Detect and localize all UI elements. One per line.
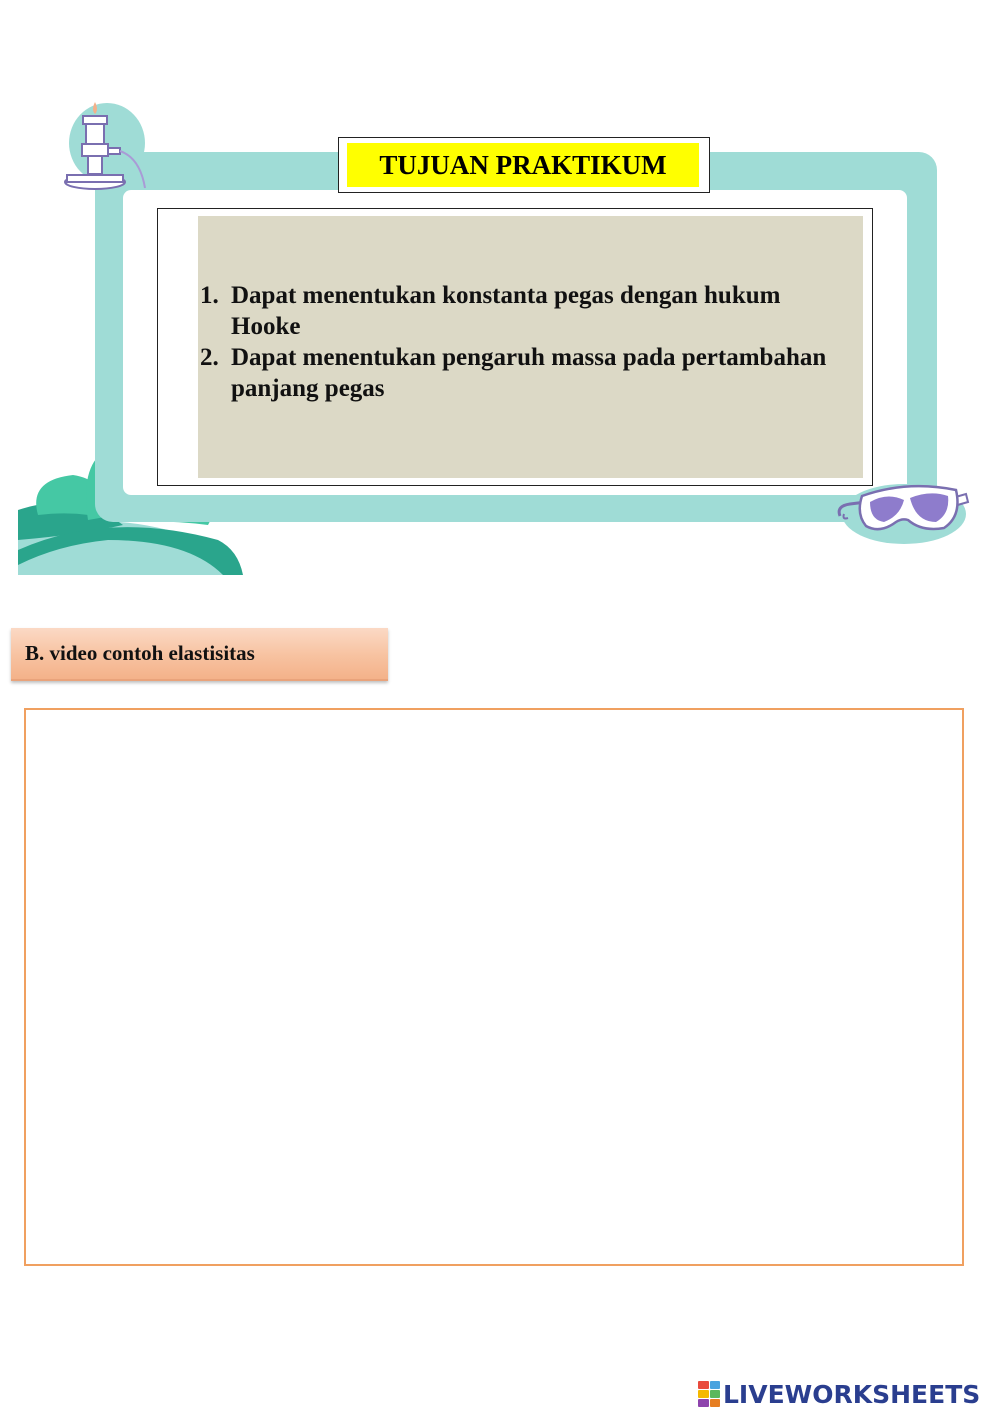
video-frame[interactable] bbox=[24, 708, 964, 1266]
section-header: B. video contoh elastisitas bbox=[11, 628, 388, 681]
list-item-number: 1. bbox=[200, 282, 219, 309]
brand-name: LIVEWORKSHEETS bbox=[723, 1379, 981, 1409]
list-item-text: Dapat menentukan konstanta pegas dengan hukum Hooke bbox=[231, 282, 781, 340]
goals-list bbox=[200, 280, 850, 404]
bunsen-burner-icon bbox=[55, 98, 155, 198]
list-item bbox=[200, 280, 850, 342]
liveworksheets-logo-icon bbox=[698, 1381, 720, 1407]
liveworksheets-logo[interactable] bbox=[698, 1377, 980, 1411]
list-item-text: Dapat menentukan pengaruh massa pada pertambahan panjang pegas bbox=[231, 344, 827, 402]
safety-goggles-icon bbox=[832, 476, 972, 546]
list-item bbox=[200, 342, 850, 404]
list-item-number: 2. bbox=[200, 344, 219, 371]
page-title: TUJUAN PRAKTIKUM bbox=[347, 143, 699, 187]
